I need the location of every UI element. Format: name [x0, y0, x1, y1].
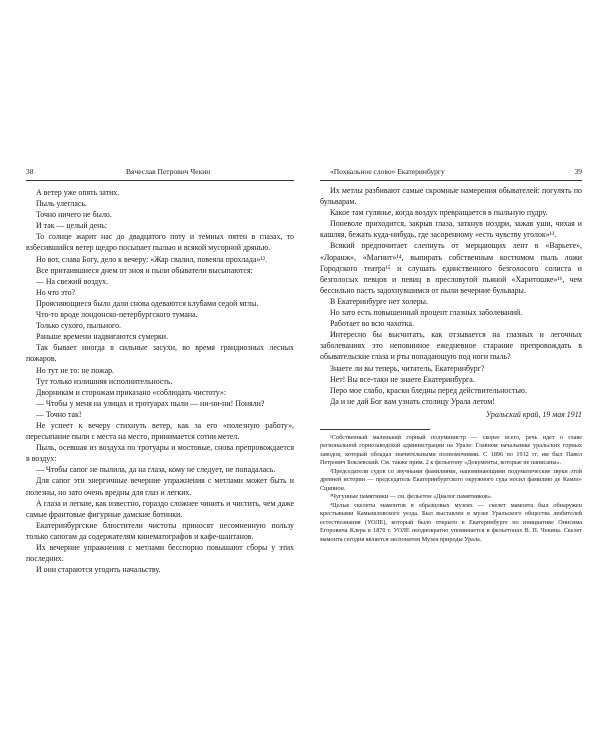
footnote-divider	[320, 429, 430, 430]
footnote: ³Чугунные памятники — см. фельетон «Диалог памятников».	[330, 493, 493, 501]
paragraph: — На свежий воздух.	[36, 276, 109, 286]
paragraph: Какое там гулянье, когда воздух превращается в пыльную пудру.	[330, 208, 548, 218]
paragraph: А ветер уже опять затих.	[36, 188, 120, 197]
paragraph: Работает во всю чахотка.	[330, 319, 414, 329]
footnote: ¹Собственный маленький горный полуминистр — скорее всего, речь идет о главе региональной горнозаводской администрации на Урале: Главном начальнике уральских горных заводов, который обладал значительными полномочиями. С 1896 по 1912 гг. им был Павел Петрович Боклевский. См. также прим. 2 к фельетону «Документы, которые не написаны».	[320, 433, 582, 467]
paragraph: Пыль, осевшая из воздуха по тротуары и мостовые, снова препровождается в воздух:	[26, 443, 294, 464]
paragraph: Всякий предпочитает слепнуть от мерцающих лент в «Варьете», «Лоранж», «Магнит»¹⁴, выпирать собственным костюмом пыль ложи Городского театра¹⁵ и слушать единственного безголосого солиста и безголосых певцов и певиц в пресловутой пьяной «Харитошке»¹⁶, чем бессильно пасть задохнувшимся от пыли вечерние бульвары.	[320, 241, 582, 295]
footnote: ⁴Целые скелеты мамонтов в образцовых музеях — скелет мамонта был обнаружен крестьянами Камышловского уезда. Был выставлен в музее Уральского общества любителей естествознания (УОЛЕ), который было открыто в Екатеринбурге по инициативе Онисима Егоровича Клера в 1870 г. УОЛЕ неоднократно упоминается в фельетонах В. П. Чекина. Скелет мамонта сегодня является экспонатом Музея природы Урала.	[320, 501, 582, 543]
paragraph: То солнце жарит нас до двадцатого поту и темных пятен в глазах, то взбесившийся ветер щедро посыпает пылью и всякой мусорной дрянью.	[26, 232, 294, 253]
paragraph: — Точно так!	[36, 409, 82, 419]
paragraph: Екатеринбургские блюстители чистоты приносят несомненную пользу только сапогам да содержателям кинематографов и кафе-шантанов.	[26, 520, 294, 541]
paragraph: Но что это?	[36, 287, 76, 297]
footnotes	[320, 434, 582, 545]
right-page	[320, 166, 582, 544]
paragraph: И они стараются угодить начальству.	[36, 565, 161, 575]
paragraph: А глаза и легкие, как известно, гораздо сложнее чинить и чистить, чем даже самые франтовые фигурные дамские ботинки.	[26, 498, 294, 519]
paragraph: Их вечерние упражнения с метлами бесспорно повышают сборы у этих последних.	[26, 543, 294, 564]
paragraph: — Чтобы сапог не пылила, да на глаза, кому не следует, не попадалась.	[36, 465, 276, 475]
paragraph: Раньше времени надвигаются сумерки.	[36, 332, 168, 342]
paragraph: Их метлы разбивают самые скромные намерения обывателей: погулять по бульварам.	[320, 186, 582, 207]
paragraph: Да и не дай Бог вам узнать столицу Урала летом!	[330, 396, 495, 406]
signature-place-date: Уральский край, 19 мая 1911	[485, 409, 582, 419]
paragraph: Поневоле приходится, закрыв глаза, заткнув ноздри, зажав уши, чихая и кашляя, бежать куда-нибудь, где засоренному «есть чувству уголок»¹³.	[320, 219, 582, 240]
paragraph: В Екатеринбурге нет холеры.	[330, 296, 428, 306]
paragraph: Все притаившиеся днем от зноя и пыли обыватели высыпаются:	[36, 265, 253, 275]
paragraph: Нет! Вы все-таки не знаете Екатеринбурга.	[330, 374, 475, 384]
paragraph: Знаете ли вы теперь, читатель, Екатеринбург?	[330, 363, 485, 373]
right-page-header	[320, 166, 582, 181]
left-page-header	[26, 166, 294, 181]
paragraph: Интересно бы высчитать, как отзывается на глазных и легочных заболеваниях это неповинное ежедневное старание препровождать в обывательские глаза и рты попадающую под ноги пыль?	[320, 330, 582, 362]
paragraph: Что-то вроде лондонско-петербургского тумана.	[36, 310, 198, 320]
footnote: ²Председатели судов со звучными фамилиями, напоминающими подуматические звуки этой древней истории — председатель Екатеринбургского окружного суда носил фамилию де Кампо-Сципион.	[320, 467, 582, 492]
left-page-number: 38	[26, 167, 34, 176]
paragraph: Пыль улеглась.	[36, 199, 87, 209]
paragraph: Но вот, слава Богу, дело к вечеру: «Жар свалил, повеяла прохлада»¹².	[36, 254, 268, 264]
paragraph: Дворникам и сторожам приказано «соблюдать чистоту»:	[36, 387, 227, 397]
paragraph: — Чтобы у меня на улицах и тротуарах пыли — ни-ни-ни! Поняли?	[36, 398, 265, 408]
paragraph: Только сухого, пыльного.	[36, 321, 122, 331]
paragraph: Перо мое слабо, краски бледны перед действительностью.	[330, 385, 527, 395]
left-page	[26, 166, 294, 575]
paragraph: Проясняющиеся было дали снова одеваются клубами седой мглы.	[36, 298, 259, 308]
right-running-head: «Похвальное слово» Екатеринбургу	[330, 167, 445, 176]
paragraph: Точно ничего не было.	[36, 210, 112, 220]
paragraph: Так бывает иногда в сильные засухи, во время грандиозных лесных пожаров.	[26, 343, 294, 364]
right-page-body	[320, 185, 582, 544]
right-page-number: 39	[574, 167, 582, 176]
left-page-body	[26, 187, 294, 575]
left-running-head: Вячеслав Петрович Чекин	[126, 167, 211, 176]
paragraph: Но тут не то: не пожар.	[36, 365, 115, 375]
paragraph: Но зато есть повышенный процент глазных заболеваний.	[330, 308, 523, 318]
paragraph: Для сапог эти энергичные вечерние упражнения с метлами может быть и полезны, но зато очень вредны для глаз и легких.	[26, 476, 294, 497]
paragraph: И так — целый день:	[36, 221, 108, 231]
paragraph: Не успеет к вечеру стихнуть ветер, как за его «полезную работу», пересыпание пыли с места на место, принимается сотни метел.	[26, 420, 294, 442]
paragraph: Тут только излишняя исполнительность.	[36, 376, 173, 386]
